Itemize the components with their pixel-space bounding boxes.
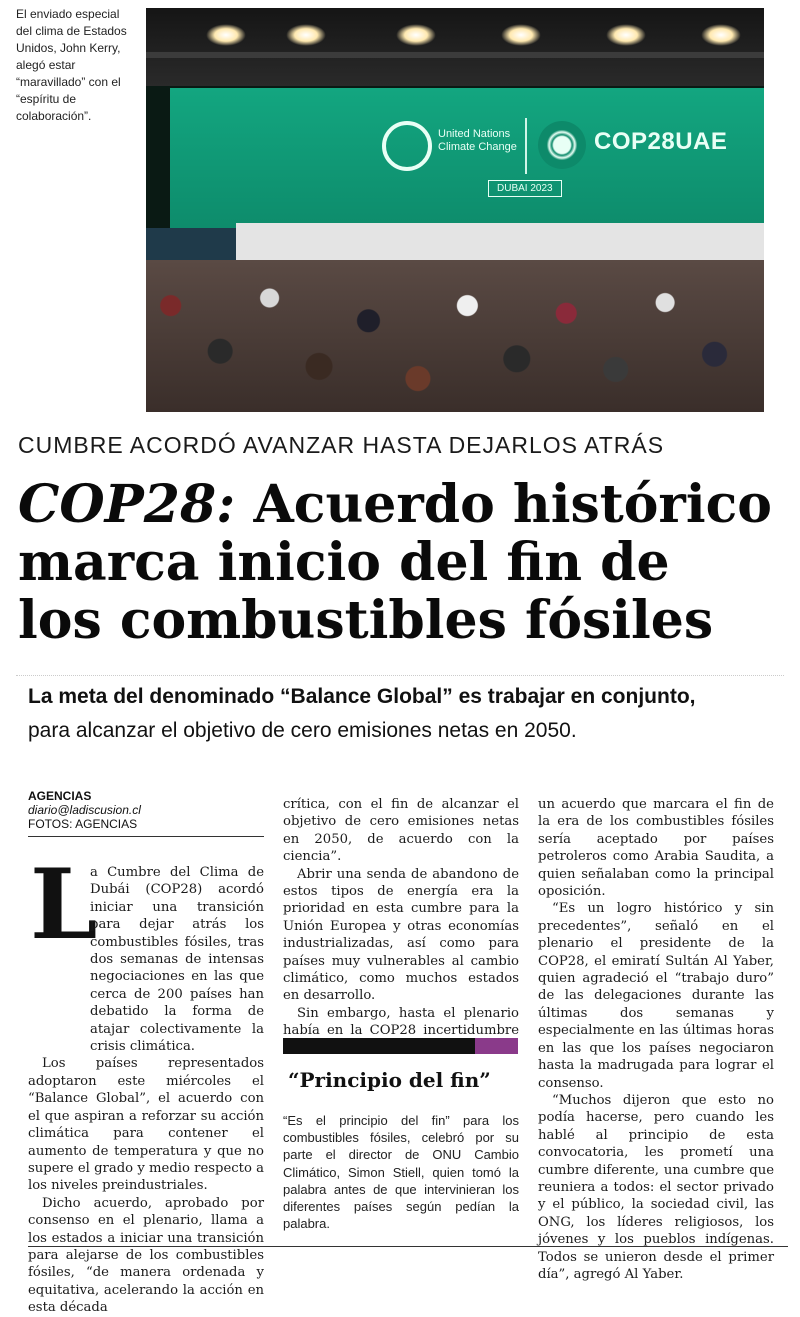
stage-light: [701, 24, 741, 46]
kicker: CUMBRE ACORDÓ AVANZAR HASTA DEJARLOS ATRÁS: [18, 432, 665, 458]
stage-light: [206, 24, 246, 46]
stage-light: [286, 24, 326, 46]
dubai-2023-text: DUBAI 2023: [488, 180, 562, 197]
body-column-3: [538, 796, 774, 1283]
un-climate-text: United Nations Climate Change: [438, 128, 517, 153]
headline-line1: Acuerdo histórico: [253, 474, 772, 535]
stage-light: [396, 24, 436, 46]
sidebar-accent: [475, 1038, 518, 1054]
paragraph: Sin embargo, hasta el plenario había en la COP28 incertidumbre: [283, 1005, 519, 1039]
headline: [18, 476, 788, 650]
paragraph: “Es un logro histórico y sin precedentes”, señaló en el plenario el presidente de la COP28, el emiratí Sultán Al Yaber, quien agradeció el “trabajo duro” de las delegaciones durante las últimas dos semanas y especialmente en las últimas horas en las que los países negociaron hasta la madrugada para lograr el consenso.: [538, 901, 774, 1091]
paragraph: un acuerdo que marcara el fin de la era de los combustibles fósiles sería aceptado por países petroleros como Arabia Saudita, a quien señalaban como la principal oposición.: [538, 797, 774, 900]
body-column-1: [28, 848, 264, 1317]
paragraph-text: a Cumbre del Clima de Dubái (COP28) acordó iniciar una transición para dejar atrás los combustibles fósiles, tras dos semanas de intensas negociaciones en las que cerca de 200 países han debatido la forma de atajar colectivamente la crisis climática.: [90, 865, 264, 1055]
cop28-logo-icon: [538, 121, 586, 169]
byline-source: AGENCIAS: [28, 789, 92, 803]
sidebar-bar: [283, 1038, 475, 1054]
sidebar-title: “Principio del fin”: [288, 1068, 491, 1092]
audience: [146, 260, 764, 412]
headline-lead: COP28:: [18, 474, 236, 535]
conference-photo: [146, 8, 764, 412]
un-logo-icon: [382, 121, 432, 171]
headline-line3: los combustibles fósiles: [18, 590, 714, 651]
byline-email: diario@ladiscusion.cl: [28, 803, 141, 817]
dotted-divider: [16, 675, 784, 676]
logo-divider: [525, 118, 527, 174]
headline-line2: marca inicio del fin de: [18, 532, 670, 593]
cop28-text: COP28UAE: [594, 128, 728, 155]
photo-caption: El enviado especial del clima de Estados Unidos, John Kerry, alegó estar “maravillado” con el “espíritu de colaboración”.: [16, 7, 127, 123]
paragraph: “Muchos dijeron que esto no podía hacerse, pero cuando les hablé al principio de esta convocatoria, les prometí una cumbre diferente, una cumbre que reuniera a todos: el sector privado y el público, la sociedad civil, las ONG, los líderes religiosos, los jóvenes y los pueblos indígenas. Todos se unieron desde el primer día”, agregó Al Yaber.: [538, 1092, 774, 1282]
stage-light: [606, 24, 646, 46]
paragraph: crítica, con el fin de alcanzar el objetivo de cero emisiones netas en 2050, de acuerdo con la ciencia”.: [283, 797, 519, 865]
byline-photos: FOTOS: AGENCIAS: [28, 817, 138, 831]
deck-regular: para alcanzar el objetivo de cero emisiones netas en 2050.: [28, 719, 577, 742]
drop-cap: L: [30, 848, 98, 961]
ceiling: [146, 8, 764, 86]
stage-light: [501, 24, 541, 46]
paragraph: [28, 848, 264, 1055]
sidebar-text: “Es el principio del fin” para los combustibles fósiles, celebró por su parte el director de ONU Cambio Climático, Simon Stiell, quien tomó la palabra antes de que intervinieran los diferentes países según pedían la palabra.: [283, 1113, 519, 1232]
paragraph: Los países representados adoptaron este miércoles el “Balance Global”, el acuerdo con el que aspiran a reforzar su acción climática para contener el aumento de temperatura y que no supere el grado y medio respecto a los niveles preindustriales.: [28, 1056, 264, 1194]
paragraph: Dicho acuerdo, aprobado por consenso en el plenario, llama a los estados a iniciar una transición para alejarse de los combustibles fósiles, “de manera ordenada y equitativa, acelerando la acción en esta década: [28, 1195, 264, 1316]
byline-divider: [28, 836, 264, 837]
paragraph: Abrir una senda de abandono de estos tipos de energía era la prioridad en esta cumbre para la Unión Europea y otras economías industrializadas, así como para países muy vulnerables al cambio climático, como muchos estados en desarrollo.: [283, 866, 519, 1004]
stage-screen: [170, 88, 764, 238]
byline: [28, 789, 264, 831]
deck-bold: La meta del denominado “Balance Global” es trabajar en conjunto,: [28, 685, 696, 708]
lighting-truss: [146, 52, 764, 58]
bottom-divider: [28, 1246, 788, 1247]
body-column-2: [283, 796, 519, 1057]
presidium-dais: [236, 223, 764, 263]
